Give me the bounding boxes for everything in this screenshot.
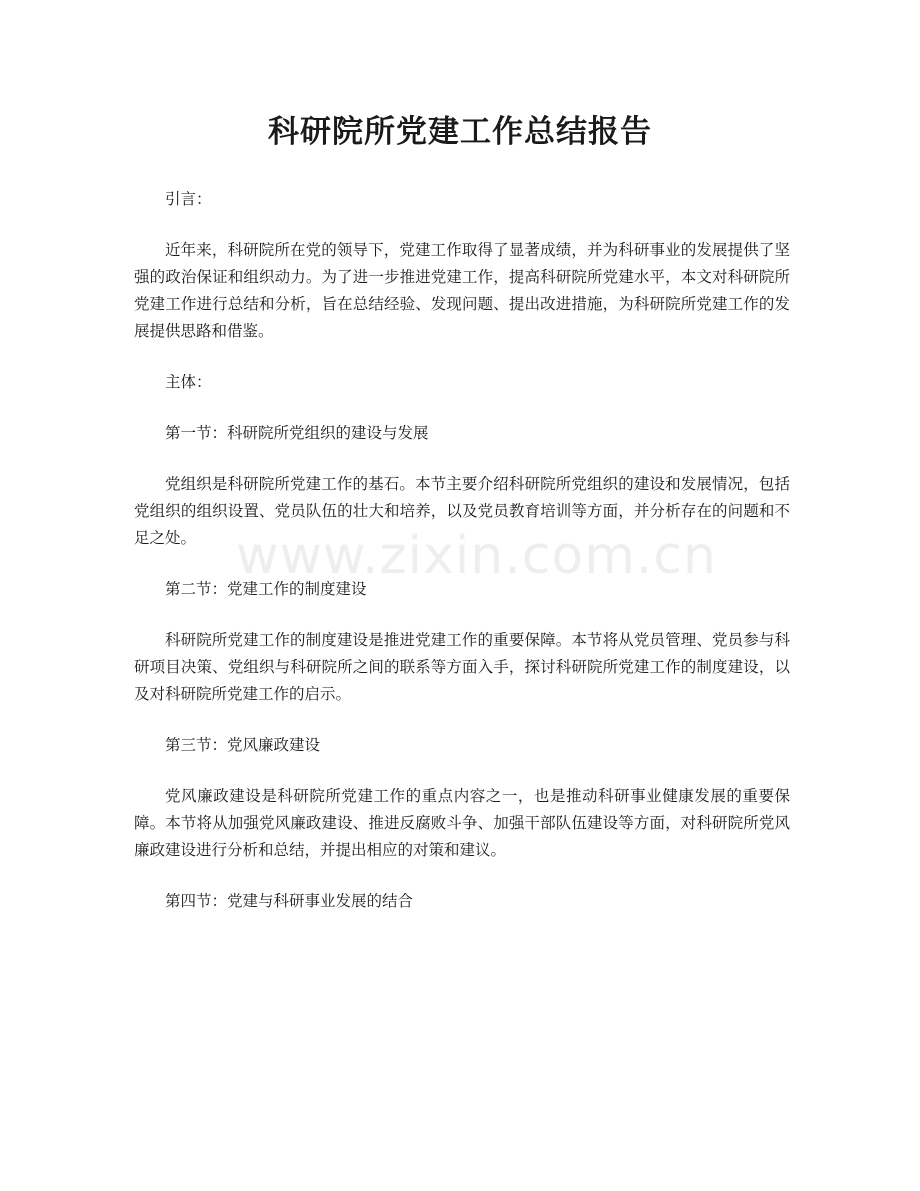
paragraph-section-2: 科研院所党建工作的制度建设是推进党建工作的重要保障。本节将从党员管理、党员参与科研项目决策、党组织与科研院所之间的联系等方面入手，探讨科研院所党建工作的制度建设，以及对科研院所党建工作的启示。 — [134, 631, 790, 703]
section-heading-3: 第三节：党风廉政建设 — [165, 736, 321, 754]
watermark: www.zixin.com.cn — [236, 526, 717, 586]
section-heading-intro: 引言： — [165, 190, 212, 208]
section-heading-4: 第四节：党建与科研事业发展的结合 — [165, 892, 414, 910]
document-title: 科研院所党建工作总结报告 — [268, 114, 652, 150]
section-heading-1: 第一节：科研院所党组织的建设与发展 — [165, 424, 429, 442]
paragraph-intro: 近年来，科研院所在党的领导下，党建工作取得了显著成绩，并为科研事业的发展提供了坚强的政治保证和组织动力。为了进一步推进党建工作，提高科研院所党建水平，本文对科研院所党建工作进行总结和分析，旨在总结经验、发现问题、提出改进措施，为科研院所党建工作的发展提供思路和借鉴。 — [134, 241, 790, 340]
section-heading-2: 第二节：党建工作的制度建设 — [165, 580, 367, 598]
paragraph-section-3: 党风廉政建设是科研院所党建工作的重点内容之一，也是推动科研事业健康发展的重要保障。本节将从加强党风廉政建设、推进反腐败斗争、加强干部队伍建设等方面，对科研院所党风廉政建设进行分析和总结，并提出相应的对策和建议。 — [134, 787, 790, 859]
document-body — [134, 186, 790, 939]
section-heading-main: 主体： — [165, 373, 212, 391]
paragraph-section-1: 党组织是科研院所党建工作的基石。本节主要介绍科研院所党组织的建设和发展情况，包括党组织的组织设置、党员队伍的壮大和培养，以及党员教育培训等方面，并分析存在的问题和不足之处。 — [134, 475, 790, 547]
